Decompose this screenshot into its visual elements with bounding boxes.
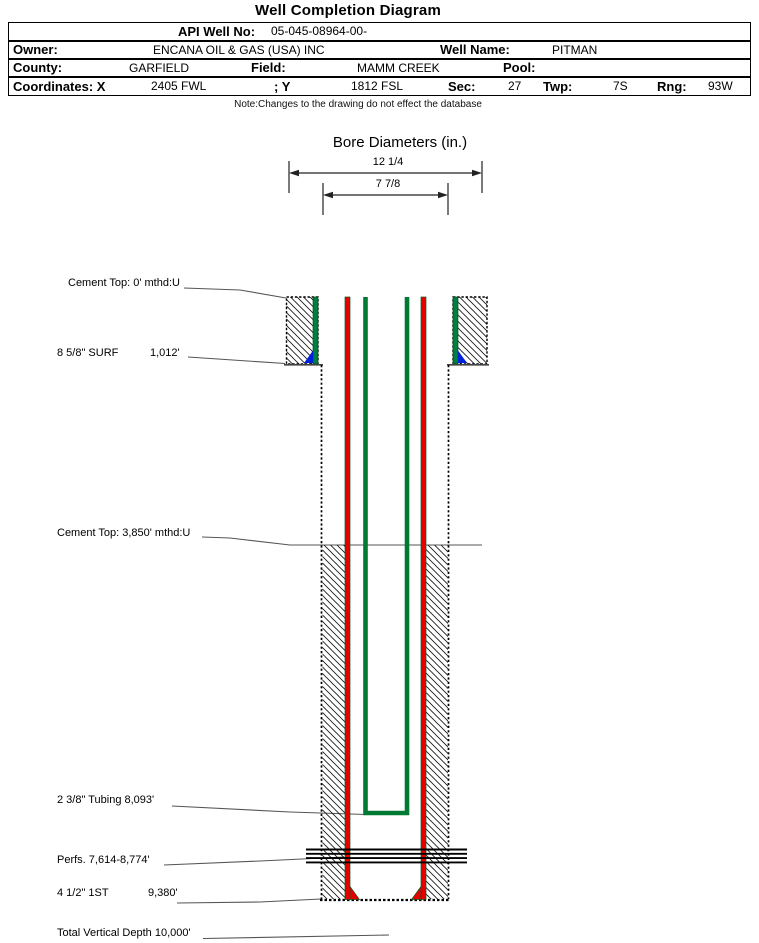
sec-label: Sec: [448, 79, 476, 94]
api-label: API Well No: [178, 24, 256, 39]
production-casing-annotation: 4 1/2" 1ST [57, 887, 109, 899]
tubing-string [366, 297, 408, 813]
production-cement-right [426, 545, 448, 899]
bore-diameters-title: Bore Diameters (in.) [332, 134, 468, 151]
coordinates-y-label: ; Y [274, 79, 291, 94]
sec-value: 27 [508, 79, 522, 93]
page-title: Well Completion Diagram [254, 2, 441, 19]
leader-total-depth [203, 935, 389, 939]
cement-top-production-annotation: Cement Top: 3,850' mthd:U [57, 527, 191, 539]
twp-value: 7S [613, 79, 628, 93]
surface-casing-annotation: 8 5/8" SURF [57, 347, 119, 359]
pool-label: Pool: [503, 60, 536, 75]
bore-diameter-dimensions [289, 161, 482, 215]
outer-bore-diameter-label: 12 1/4 [372, 156, 404, 168]
rng-label: Rng: [657, 79, 687, 94]
leader-cement-top-surface [184, 288, 286, 298]
coordinates-x-value: 2405 FWL [151, 79, 207, 93]
coordinates-label: Coordinates: X [13, 79, 106, 94]
twp-label: Twp: [543, 79, 573, 94]
surface-casing-depth: 1,012' [150, 347, 180, 359]
rng-value: 93W [708, 79, 733, 93]
production-shoe-left [350, 887, 360, 900]
dimension-arrowheads [289, 170, 482, 198]
field-value: MAMM CREEK [357, 61, 440, 75]
tubing-annotation: 2 3/8" Tubing 8,093' [57, 794, 155, 806]
owner-value: ENCANA OIL & GAS (USA) INC [153, 43, 325, 57]
production-shoe-right [412, 887, 422, 900]
total-vertical-depth-annotation: Total Vertical Depth 10,000' [57, 927, 191, 939]
county-label: County: [13, 60, 63, 75]
production-casing-lines [345, 297, 426, 900]
surface-casing-lines [313, 297, 458, 364]
production-cement-left [323, 545, 346, 899]
well-name-value: PITMAN [552, 43, 598, 57]
county-value: GARFIELD [129, 61, 190, 75]
owner-label: Owner: [13, 42, 58, 57]
api-value: 05-045-08964-00- [271, 24, 368, 38]
leader-surface-casing [188, 357, 285, 364]
inner-bore-diameter-label: 7 7/8 [375, 178, 401, 190]
production-casing-depth: 9,380' [148, 887, 178, 899]
surface-shoe-wedges [304, 351, 467, 364]
coordinates-y-value: 1812 FSL [351, 79, 404, 93]
field-label: Field: [251, 60, 286, 75]
well-name-label: Well Name: [440, 42, 510, 57]
cement-top-surface-annotation: Cement Top: 0' mthd:U [68, 277, 180, 289]
database-note: Note:Changes to the drawing do not effect the database [234, 99, 482, 110]
perfs-annotation: Perfs. 7,614-8,774' [57, 854, 150, 866]
leader-cement-top-production [202, 537, 482, 545]
production-cement [323, 545, 449, 899]
leader-production-casing [177, 899, 321, 903]
